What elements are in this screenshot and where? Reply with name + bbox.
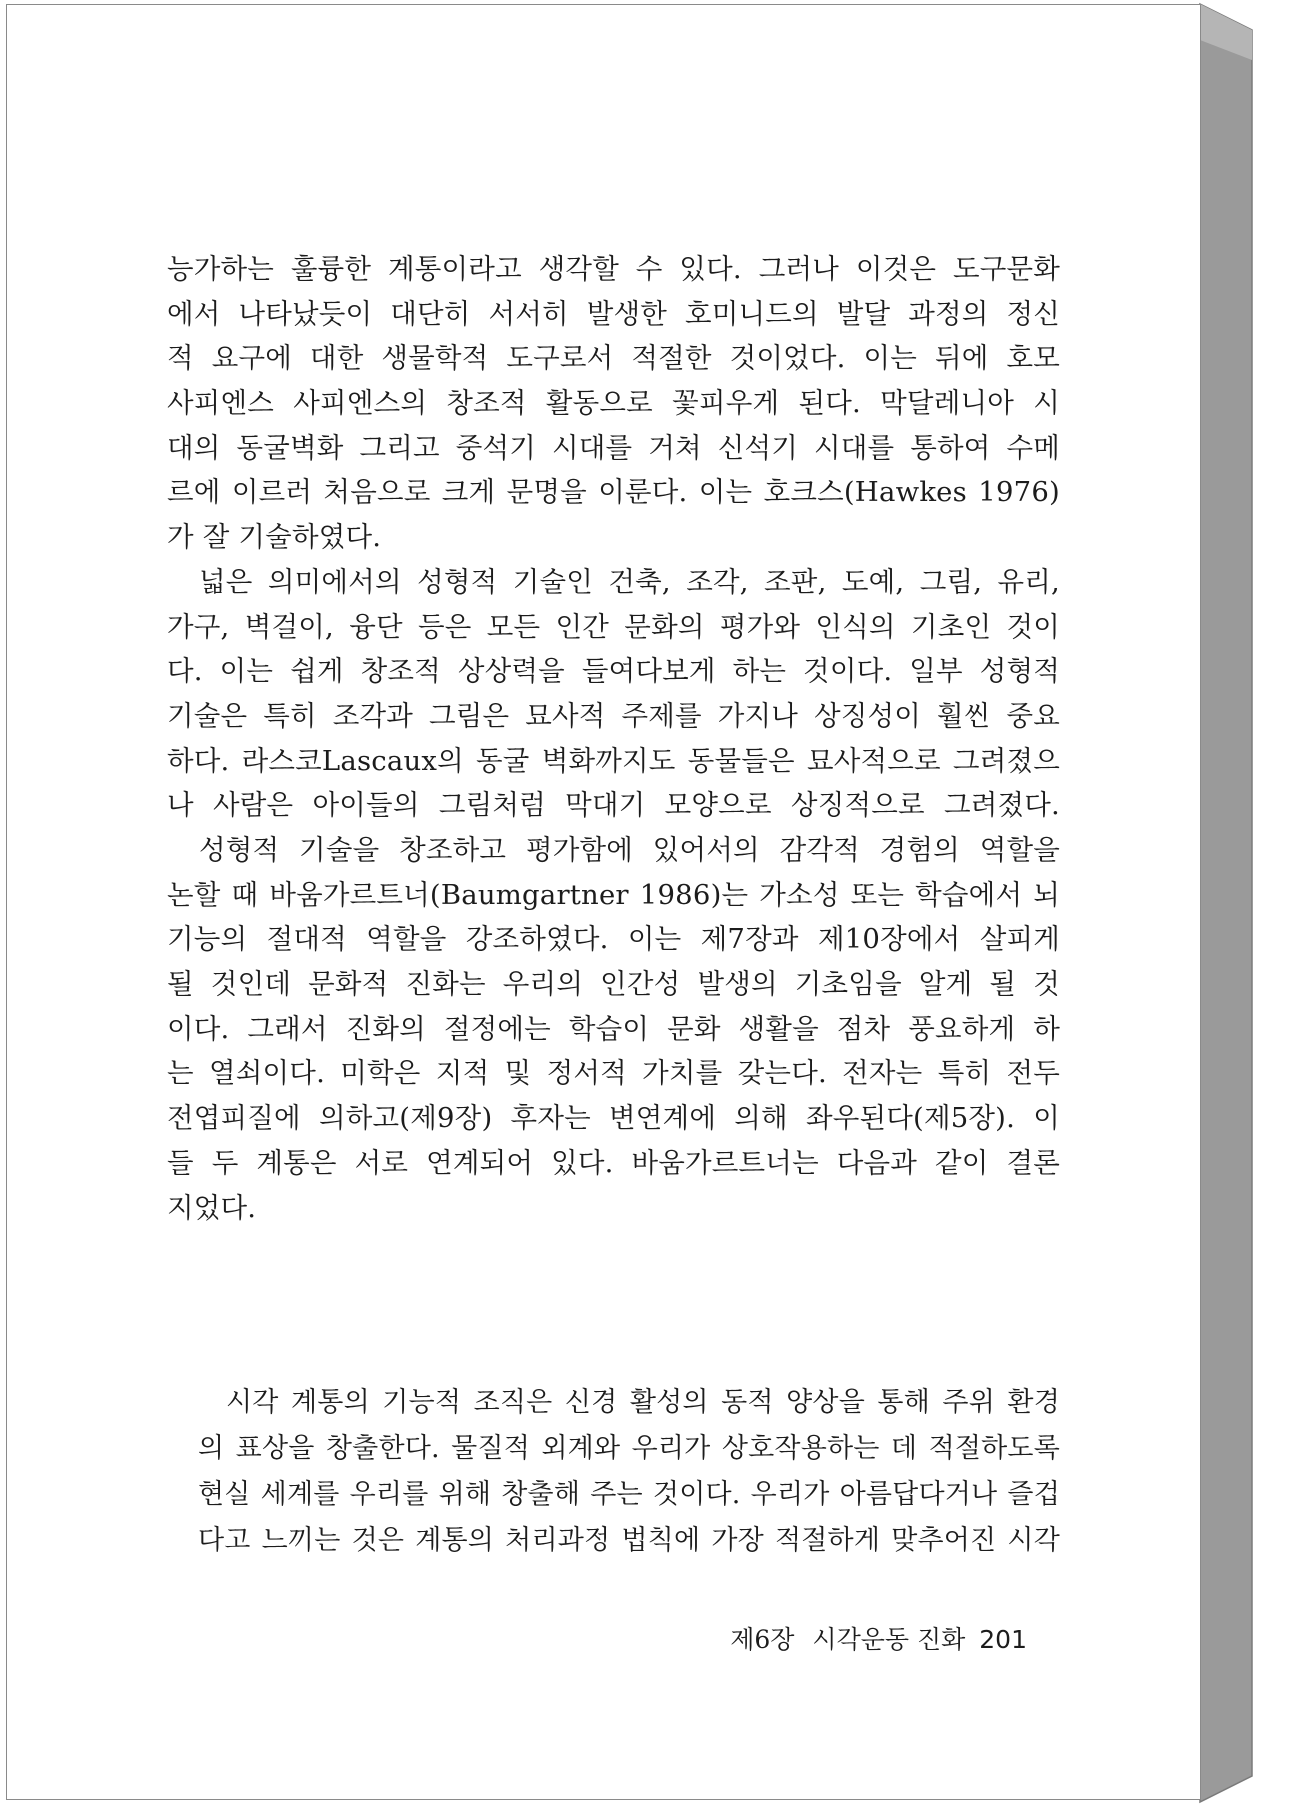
text-line: 논할 때 바움가르트너(Baumgartner 1986)는 가소성 또는 학습에서 뇌 [167,878,1060,911]
quote-line: 현실 세계를 우리를 위해 창출해 주는 것이다. 우리가 아름답다거나 즐겁 [198,1479,1060,1510]
paragraph-1 [167,247,1060,560]
running-footer [700,1620,1027,1660]
block-quote [198,1380,1060,1564]
text-line: 사피엔스 사피엔스의 창조적 활동으로 꽃피우게 된다. 막달레니아 시 [167,387,1060,420]
text-line: 하다. 라스코Lascaux의 동굴 벽화까지도 동물들은 묘사적으로 그려졌으 [167,744,1060,777]
text-line: 될 것인데 문화적 진화는 우리의 인간성 발생의 기초임을 알게 될 것 [167,968,1060,1001]
text-line: 넓은 의미에서의 성형적 기술인 건축, 조각, 조판, 도예, 그림, 유리, [199,566,1060,598]
footer-title: 시각운동 진화 [812,1625,966,1654]
text-line: 대의 동굴벽화 그리고 중석기 시대를 거쳐 신석기 시대를 통하여 수메 [167,431,1060,464]
footer-chapter: 제6장 [730,1625,795,1654]
paragraph-3 [167,828,1060,1230]
text-line: 적 요구에 대한 생물학적 도구로서 적절한 것이었다. 이는 뒤에 호모 [167,342,1060,375]
quote-line: 의 표상을 창출한다. 물질적 외계와 우리가 상호작용하는 데 적절하도록 [198,1433,1060,1464]
text-line: 르에 이르러 처음으로 크게 문명을 이룬다. 이는 호크스(Hawkes 1976) [167,476,1060,509]
quote-line: 시각 계통의 기능적 조직은 신경 활성의 동적 양상을 통해 주위 환경 [226,1387,1060,1418]
text-line: 나 사람은 아이들의 그림처럼 막대기 모양으로 상징적으로 그려졌다. [167,789,1060,822]
text-line: 는 열쇠이다. 미학은 지적 및 정서적 가치를 갖는다. 전자는 특히 전두 [167,1057,1060,1090]
text-line: 가구, 벽걸이, 융단 등은 모든 인간 문화의 평가와 인식의 기초인 것이 [167,610,1060,643]
text-line: 에서 나타났듯이 대단히 서서히 발생한 호미니드의 발달 과정의 정신 [167,297,1060,330]
paragraph-2 [167,560,1060,828]
text-line: 전엽피질에 의하고(제9장) 후자는 변연계에 의해 좌우된다(제5장). 이 [167,1102,1060,1135]
text-line: 다. 이는 쉽게 창조적 상상력을 들여다보게 하는 것이다. 일부 성형적 [167,655,1060,688]
text-line: 능가하는 훌륭한 계통이라고 생각할 수 있다. 그러나 이것은 도구문화 [167,253,1060,285]
page-number: 201 [979,1625,1027,1654]
quote-line: 다고 느끼는 것은 계통의 처리과정 법칙에 가장 적절하게 맞추어진 시각 [198,1525,1060,1556]
text-line: 가 잘 기술하였다. [167,521,382,554]
text-line: 지었다. [167,1191,257,1224]
text-line: 기술은 특히 조각과 그림은 묘사적 주제를 가지나 상징성이 훨씬 중요 [167,700,1060,733]
text-line: 들 두 계통은 서로 연계되어 있다. 바움가르트너는 다음과 같이 결론 [167,1146,1060,1179]
text-line: 이다. 그래서 진화의 절정에는 학습이 문화 생활을 점차 풍요하게 하 [167,1012,1060,1045]
text-line: 기능의 절대적 역할을 강조하였다. 이는 제7장과 제10장에서 살피게 [167,923,1060,956]
text-line: 성형적 기술을 창조하고 평가함에 있어서의 감각적 경험의 역할을 [199,834,1060,866]
